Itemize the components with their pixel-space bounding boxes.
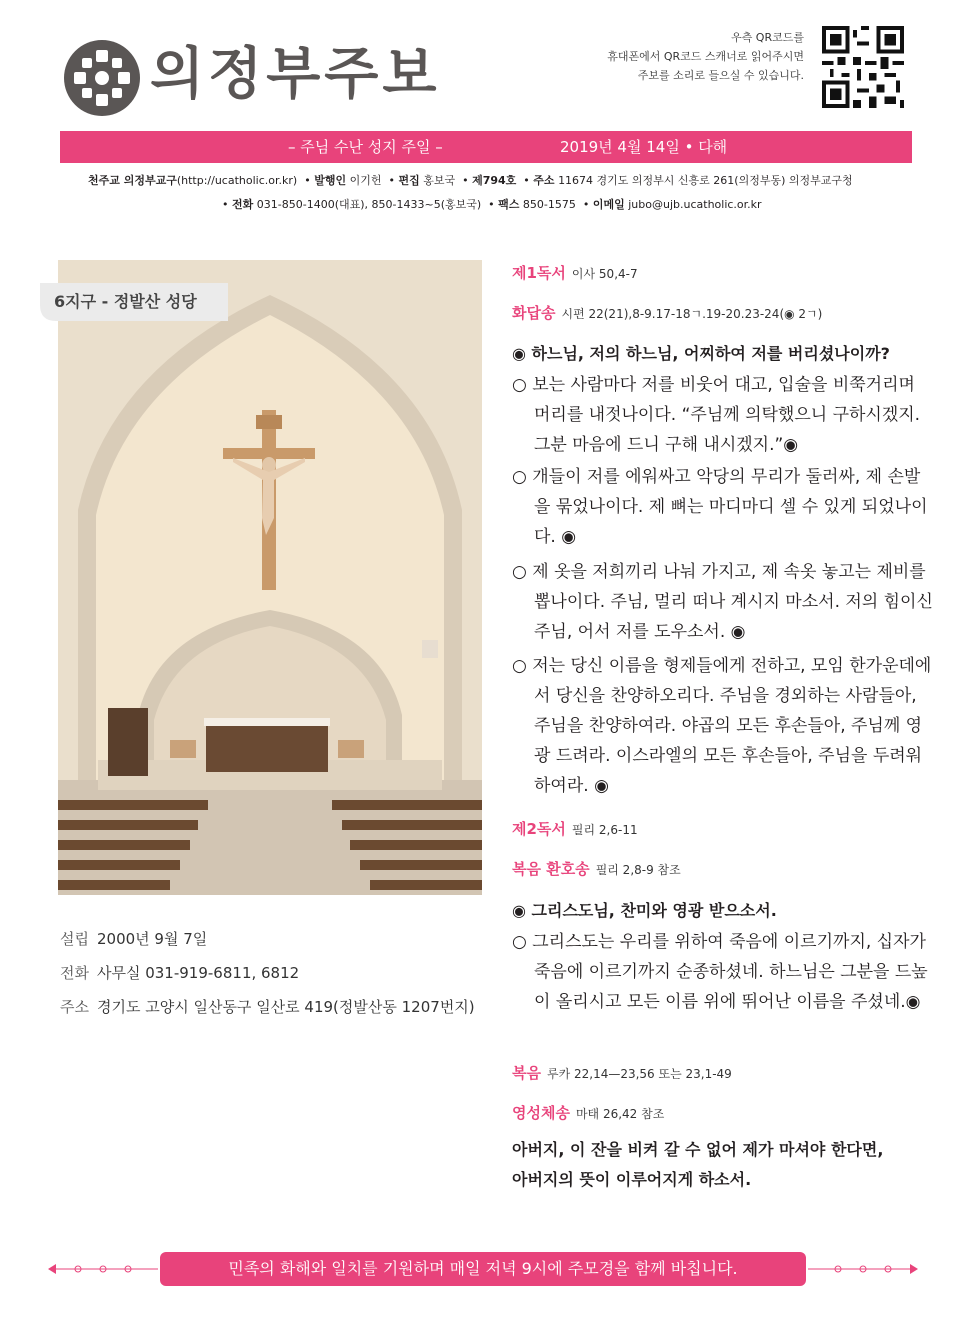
communion-antiphon	[512, 1102, 914, 1123]
parish-phone-value: 사무실 031-919-6811, 6812	[96, 964, 300, 982]
issuer-label: 발행인	[314, 174, 347, 187]
gospel-ref: 루카 22,14—23,56 또는 23,1-49	[546, 1067, 732, 1081]
phone-value: 031-850-1400(대표), 850-1433~5(홍보국)	[256, 198, 482, 211]
acclamation-verse: ○ 그리스도는 우리를 위하여 죽음에 이르기까지, 십자가 죽음에 이르기까지 순종하셨네. 하느님은 그분을 드높이 올리시고 모든 이름 위에 뛰어난 이름을 주셨네.◉	[512, 932, 928, 1012]
parish-tag: 6지구 - 정발산 성당	[54, 292, 197, 311]
publisher-line-1: 천주교 의정부교구(http://ucatholic.or.kr) • 발행인 이기헌 • 편집 홍보국 • 제794호 • 주소 11674 경기도 의정부시 신흥로 261(의정부동) 의정부교구청	[88, 174, 853, 187]
est-value: 2000년 9월 7일	[96, 930, 208, 948]
communion-text-2: 아버지의 뜻이 이루어지게 하소서.	[512, 1170, 752, 1189]
psalm	[512, 302, 914, 323]
communion-label: 영성체송	[512, 1104, 570, 1122]
editor-name: 홍보국	[423, 174, 456, 187]
church-interior-photo	[58, 260, 482, 895]
page-title: 의정부주보	[150, 42, 441, 107]
email-value[interactable]: jubo@ujb.ucatholic.or.kr	[628, 198, 762, 211]
fax-value: 850-1575	[522, 198, 576, 211]
issuer-name: 이기헌	[349, 174, 382, 187]
psalm-response: ◉ 하느님, 저의 하느님, 어찌하여 저를 버리셨나이까?	[512, 344, 890, 363]
editor-label: 편집	[398, 174, 420, 187]
first-reading-label: 제1독서	[512, 264, 566, 282]
parish-phone-label: 전화	[60, 964, 89, 982]
qr-instructions	[607, 28, 804, 85]
issue-number: 제794호	[472, 174, 517, 187]
parish-addr-label: 주소	[60, 998, 89, 1016]
psalm-verse: ○ 개들이 저를 에워싸고 악당의 무리가 둘러싸, 제 손발을 묶었나이다. 제 뼈는 마디마디 셀 수 있게 되었나이다. ◉	[512, 467, 928, 547]
address-value: 11674 경기도 의정부시 신흥로 261(의정부동) 의정부교구청	[558, 174, 853, 187]
acclamation-ref: 필리 2,8-9 참조	[595, 863, 681, 877]
liturgical-day: – 주님 수난 성지 주일 –	[288, 138, 443, 156]
psalm-verse: ○ 보는 사람마다 저를 비웃어 대고, 입술을 비쭉거리며 머리를 내젓나이다. “주님께 의탁했으니 구하시겠지. 그분 마음에 드니 구해 내시겠지.”◉	[512, 375, 921, 455]
qr-code-icon[interactable]	[822, 26, 904, 108]
diocese-url[interactable]: (http://ucatholic.or.kr)	[176, 174, 298, 187]
parish-address	[60, 996, 475, 1017]
psalm-verse: ○ 저는 당신 이름을 형제들에게 전하고, 모임 한가운데에서 당신을 찬양하오리다. 주님을 경외하는 사람들아, 주님을 찬양하여라. 야곱의 모든 후손들아, 주님께 영광 드려라. 이스라엘의 모든 후손들아, 주님을 두려워하여라. ◉	[512, 656, 932, 796]
acclamation-label: 복음 환호송	[512, 860, 590, 878]
qr-note-line: 우측 QR코드를	[731, 31, 804, 44]
communion-ref: 마태 26,42 참조	[575, 1107, 665, 1121]
est-label: 설립	[60, 930, 89, 948]
phone-label: 전화	[232, 198, 254, 211]
parish-phone	[60, 962, 299, 983]
psalm-verse: ○ 제 옷을 저희끼리 나눠 가지고, 제 속옷 놓고는 제비를 뽑나이다. 주님, 멀리 떠나 계시지 마소서. 저의 힘이신 주님, 어서 저를 도우소서. ◉	[512, 562, 933, 642]
parish-established	[60, 928, 207, 949]
email-label: 이메일	[592, 198, 625, 211]
parish-addr-value: 경기도 고양시 일산동구 일산로 419(정발산동 1207번지)	[96, 998, 475, 1016]
diocese-name: 천주교 의정부교구	[88, 174, 177, 187]
ornament-right-icon	[808, 1259, 918, 1279]
address-label: 주소	[533, 174, 555, 187]
second-reading-label: 제2독서	[512, 820, 566, 838]
first-reading-ref: 이사 50,4-7	[571, 267, 638, 281]
second-reading	[512, 818, 914, 839]
gospel-acclamation	[512, 858, 914, 879]
ornament-left-icon	[48, 1259, 158, 1279]
psalm-ref: 시편 22(21),8-9.17-18ㄱ.19-20.23-24(◉ 2ㄱ)	[561, 307, 823, 321]
qr-note-line: 휴대폰에서 QR코드 스캐너로 읽어주시면	[607, 50, 804, 63]
gospel	[512, 1062, 914, 1083]
second-reading-ref: 필리 2,6-11	[571, 823, 638, 837]
acclamation-response: ◉ 그리스도님, 찬미와 영광 받으소서.	[512, 901, 777, 920]
qr-note-line: 주보를 소리로 들으실 수 있습니다.	[637, 69, 804, 82]
fax-label: 팩스	[498, 198, 520, 211]
first-reading	[512, 262, 914, 283]
gospel-label: 복음	[512, 1064, 541, 1082]
header-banner	[60, 131, 912, 163]
publisher-line-2: • 전화 031-850-1400(대표), 850-1433~5(홍보국) • 팩스 850-1575 • 이메일 jubo@ujb.ucatholic.or.kr	[222, 198, 762, 211]
diocese-logo	[62, 38, 142, 118]
footer-banner: 민족의 화해와 일치를 기원하며 매일 저녁 9시에 주모경을 함께 바칩니다.	[160, 1252, 806, 1286]
communion-text-1: 아버지, 이 잔을 비켜 갈 수 없어 제가 마셔야 한다면,	[512, 1140, 884, 1159]
psalm-label: 화답송	[512, 304, 556, 322]
issue-date: 2019년 4월 14일 • 다해	[560, 138, 728, 156]
